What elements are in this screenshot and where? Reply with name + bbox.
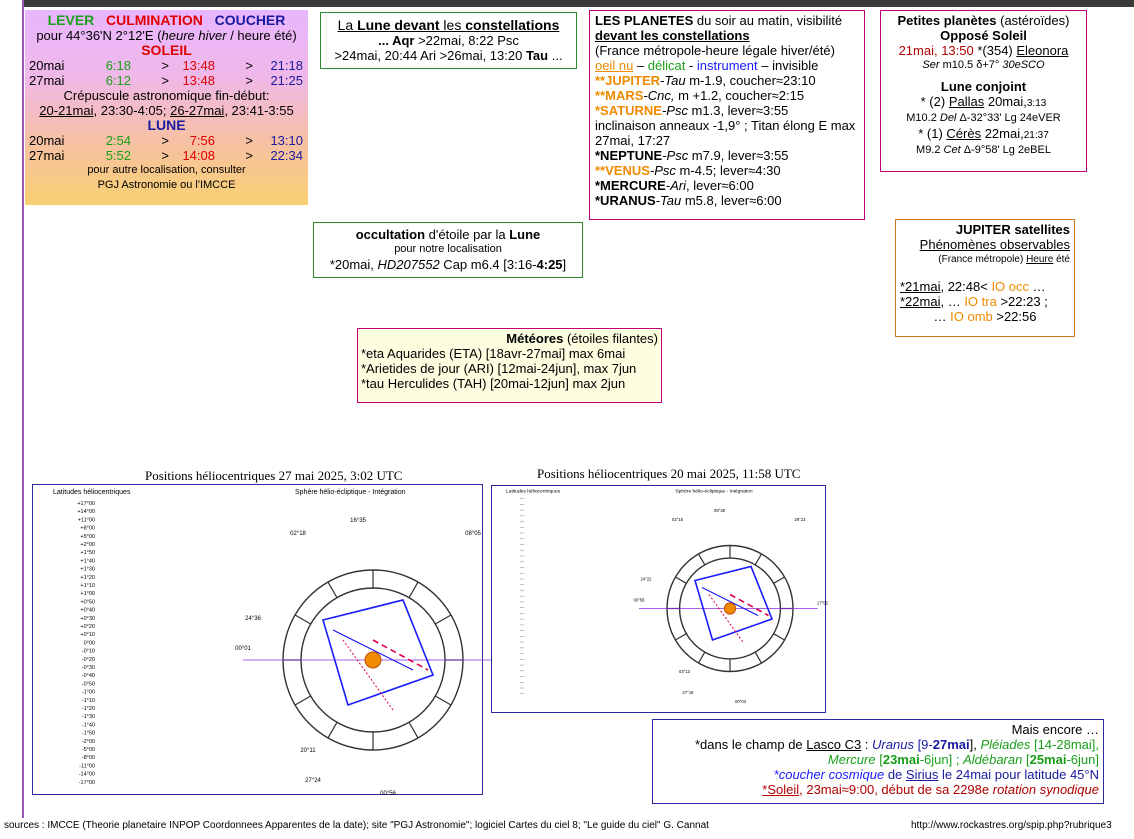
pallas-date: 20mai, <box>984 94 1027 109</box>
lat-tick: -14°00 <box>78 771 95 778</box>
jupsat-line1 <box>900 279 1070 294</box>
lat-tick: -8°00 <box>81 755 95 762</box>
chart1-svg <box>33 485 482 797</box>
jupsat-l2-c: IO tra <box>964 294 997 309</box>
lune-set: 22:34 <box>270 148 303 163</box>
ceres-info <box>884 143 1083 158</box>
sun-header-row <box>29 13 304 28</box>
mc-title-a: La <box>337 17 358 33</box>
encore-l1-i: [14-28mai], <box>1030 737 1099 752</box>
planet-neptune <box>595 148 859 163</box>
lune-rows <box>29 133 304 163</box>
moon-constellations-box <box>320 12 577 69</box>
planet-angle-label: 29°23 <box>794 517 806 522</box>
twilight-date-1: 20-21mai <box>39 103 94 118</box>
occ-title-a: occultation <box>355 227 426 242</box>
zodiac-divider <box>409 722 418 738</box>
pallas-name: Pallas <box>948 94 985 109</box>
eleonora-name: Eleonora <box>1016 43 1069 58</box>
twilight-times-1: , 23:30-4:05; <box>93 103 171 118</box>
zodiac-divider <box>435 615 451 624</box>
pallas-coords: Δ-32°33' Lg 24eVER <box>956 112 1061 124</box>
eleonora-info <box>884 58 1083 73</box>
planet-angle-label: 00°01 <box>235 646 251 652</box>
left-axis-label: Latitudes héliocentriques <box>53 489 131 496</box>
jupsat-l3-c: >22:56 <box>992 309 1037 324</box>
encore-title: Mais encore … <box>1011 722 1099 737</box>
pallas-line <box>884 94 1083 111</box>
saturne-info: m1.3, lever≈3:55 <box>687 103 789 118</box>
twilight-times-2: , 23:41-3:55 <box>224 103 294 118</box>
asteroids-title-a: Petites planètes <box>897 13 997 28</box>
encore-line1 <box>657 737 1099 752</box>
jupsat-l2-a: *22mai <box>900 294 941 309</box>
planet-angle-label: 03°13 <box>679 668 690 674</box>
zodiac-divider <box>328 722 337 738</box>
pallas-time: 3:13 <box>1026 98 1047 109</box>
soleil-date: 27mai <box>29 73 65 88</box>
ceres-time: 21:37 <box>1023 130 1049 141</box>
soleil-set: 21:25 <box>270 73 303 88</box>
pallas-const: Del <box>939 112 957 124</box>
neptune-name: *NEPTUNE <box>595 148 663 163</box>
pallas-info <box>884 111 1083 126</box>
soleil-gt2: > <box>245 73 253 88</box>
soleil-gt2: > <box>245 58 253 73</box>
zodiac-divider <box>774 577 785 583</box>
encore-rotation: rotation synodique <box>992 782 1099 797</box>
twilight-title: Crépuscule astronomique fin-début: <box>63 88 270 103</box>
lat-tick: +5°00 <box>80 533 95 540</box>
ceres-mag: M9.2 <box>916 144 944 156</box>
jupsat-l2-b: , … <box>940 294 965 309</box>
lat-tick: +0°20 <box>80 624 95 630</box>
chart2-title: Positions héliocentriques 20 mai 2025, 11:58 UTC <box>537 466 801 481</box>
lat-tick: -1°50 <box>81 730 95 737</box>
planet-mars <box>595 88 859 103</box>
jupsat-sub: Phénomènes observables <box>919 237 1070 252</box>
lat-tick: +2°00 <box>80 542 95 548</box>
saturne-name: *SATURNE <box>595 103 662 118</box>
encore-line3 <box>657 767 1099 782</box>
mc-l1-b: >22mai, 8:22 Psc <box>414 33 519 48</box>
planet-saturne <box>595 103 859 118</box>
jupsat-l1-a: *21mai <box>900 279 941 294</box>
planet-angle-label: 00°56 <box>633 597 645 603</box>
planet-mercure <box>595 178 859 193</box>
asteroids-title <box>884 13 1083 28</box>
ceres-date: 22mai, <box>981 126 1024 141</box>
lune-row <box>29 133 304 148</box>
lat-tick: -0°20 <box>81 656 95 663</box>
neptune-const: -Psc <box>662 148 689 163</box>
lune-gt2: > <box>245 133 253 148</box>
mc-l2-b: Tau <box>525 48 549 63</box>
ceres-line <box>884 126 1083 143</box>
footer-url[interactable]: http://www.rockastres.org/spip.php?rubrique3 <box>911 820 1112 831</box>
zodiac-divider <box>295 696 311 705</box>
zodiac-divider <box>328 582 337 598</box>
venus-const: -Psc <box>649 163 676 178</box>
meteors-title-b: (étoiles filantes) <box>563 331 658 346</box>
lat-tick: -1°20 <box>81 706 95 712</box>
legend-sep-3: – invisible <box>757 58 819 73</box>
lune-gt2: > <box>245 148 253 163</box>
moon-const-line2 <box>325 48 572 63</box>
planets-title-c: devant les constellations <box>595 28 750 43</box>
encore-l2-f: [ <box>1022 752 1030 767</box>
mc-l2-a: >24mai, 20:44 Ari >26mai, 13:20 <box>334 48 526 63</box>
planet-jupiter <box>595 73 859 88</box>
encore-l1-e: [9- <box>913 737 933 752</box>
left-border-line <box>22 0 24 818</box>
encore-l1-c: : <box>861 737 873 752</box>
planet-angle-label: 24°22 <box>640 576 652 582</box>
lat-tick: +17°00 <box>77 501 95 507</box>
encore-l1-f: 27mai <box>932 737 970 752</box>
lat-tick: -1°30 <box>81 714 95 721</box>
jupiter-satellites-box <box>895 219 1075 337</box>
occ-l2-b: HD207552 <box>377 257 440 272</box>
saturne-const: -Psc <box>661 103 688 118</box>
soleil-culm: 13:48 <box>182 58 215 73</box>
eleonora-mag: m10.5 δ+7° <box>939 59 1003 71</box>
encore-line4 <box>657 782 1099 797</box>
uranus-const: -Tau <box>655 193 682 208</box>
soleil-row <box>29 73 304 88</box>
lat-tick: -5°00 <box>81 747 95 753</box>
sun-moon-box <box>25 10 308 205</box>
jupiter-name: **JUPITER <box>595 73 661 88</box>
lat-tick: +1°40 <box>80 558 95 565</box>
planet-angle-label: 17°55 <box>816 600 828 606</box>
planet-angle-label: 02°18 <box>290 531 306 537</box>
occultation-line1: pour notre localisation <box>394 243 502 255</box>
lune-conjoint: Lune conjoint <box>940 79 1027 94</box>
coucher-heading: COUCHER <box>214 12 286 28</box>
legend-instrument: instrument <box>696 58 758 73</box>
jupsat-note <box>900 252 1070 267</box>
lat-tick: +0°50 <box>80 599 95 606</box>
encore-l2-c: 23mai <box>882 752 920 767</box>
lat-tick: +8°00 <box>80 525 95 532</box>
occ-l2-c: Cap m6.4 [3:16- <box>439 257 537 272</box>
moon-const-title <box>325 18 572 33</box>
lune-rise: 2:54 <box>105 133 131 148</box>
pallas-mag: M10.2 <box>906 112 940 124</box>
mars-name: **MARS <box>595 88 644 103</box>
occ-l2-e: ] <box>562 257 567 272</box>
soleil-date: 20mai <box>29 58 65 73</box>
planets-title-b: du soir au matin, visibilité <box>693 13 843 28</box>
mercure-name: *MERCURE <box>595 178 666 193</box>
mercure-info: , lever≈6:00 <box>686 178 754 193</box>
ceres-coords: Δ-9°58' Lg 2eBEL <box>960 144 1051 156</box>
culmination-heading: CULMINATION <box>105 12 203 28</box>
encore-l2-h: -6jun] <box>1066 752 1099 767</box>
soleil-rows <box>29 58 304 88</box>
jupsat-line2 <box>900 294 1070 309</box>
soleil-rise: 6:12 <box>105 73 131 88</box>
encore-l1-a: *dans le champ de <box>694 737 807 752</box>
lune-culm: 14:08 <box>182 148 215 163</box>
planets-title <box>595 13 859 28</box>
twilight-line <box>29 103 304 118</box>
lat-tick: -11°00 <box>79 763 95 770</box>
lat-tick: +14°00 <box>77 509 95 516</box>
soleil-culm: 13:48 <box>182 73 215 88</box>
soleil-set: 21:18 <box>270 58 303 73</box>
lune-title: LUNE <box>147 117 186 133</box>
jupsat-l1-d: … <box>1029 279 1046 294</box>
occ-l2-a: *20mai, <box>329 257 378 272</box>
chart1-frame <box>32 484 483 795</box>
lune-row <box>29 148 304 163</box>
mc-title-d: constellations <box>465 17 560 33</box>
encore-lasco: Lasco C3 <box>806 737 862 752</box>
right-sphere-label: Sphère hélio-écliptique - Intégration <box>295 489 406 496</box>
planet-angle-label: 27°24 <box>305 778 321 784</box>
encore-l3-b: de <box>884 767 906 782</box>
encore-l2-b: [ <box>875 752 883 767</box>
planet-angle-label: 24°36 <box>245 616 261 622</box>
legend-delicat: délicat <box>647 58 686 73</box>
encore-sirius: Sirius <box>905 767 939 782</box>
lat-tick: +1°00 <box>80 591 95 598</box>
lat-tick: -17°00 <box>78 779 95 786</box>
eleonora-const: Ser <box>922 59 940 71</box>
planet-angle-label: 00°03 <box>735 699 746 704</box>
mars-info: m +1.2, coucher≈2:15 <box>674 88 805 103</box>
lat-tick: -0°40 <box>81 673 95 680</box>
planet-angle-label: 08°36 <box>714 507 725 513</box>
mc-title-b: Lune devant <box>357 17 440 33</box>
sun-icon <box>365 652 381 668</box>
note-2: PGJ Astronomie ou l'IMCCE <box>97 179 236 191</box>
lune-gt1: > <box>161 133 169 148</box>
zodiac-divider <box>699 554 705 565</box>
jupsat-note-a: (France métropole) <box>938 254 1027 265</box>
lat-tick: +1°10 <box>80 583 95 589</box>
dashed-aspect <box>373 640 428 670</box>
venus-name: **VENUS <box>595 163 650 178</box>
zodiac-divider <box>699 652 705 663</box>
zodiac-divider <box>675 577 686 583</box>
occultation-line2 <box>317 257 579 272</box>
footer-sources: sources : IMCCE (Theorie planetaire INPOP Coordonnees Apparentes de la date); site "PGJ Astronomie"; logiciel Cartes du ciel 8; "Le guide du ciel" G. Cannat <box>4 820 709 831</box>
encore-box <box>652 719 1104 804</box>
ceres-name: Cérès <box>946 126 982 141</box>
jupsat-note-c: été <box>1053 254 1070 265</box>
jupsat-note-b: Heure <box>1026 254 1054 265</box>
meteor-eta: *eta Aquarides (ETA) [18avr-27mai] max 6mai <box>361 346 626 361</box>
soleil-row <box>29 58 304 73</box>
planet-angle-label: 00°56 <box>380 791 396 797</box>
sun-icon <box>724 603 735 614</box>
lever-heading: LEVER <box>47 12 95 28</box>
mc-l2-c: ... <box>548 48 563 63</box>
lat-tick: +0°30 <box>80 615 95 622</box>
soleil-rise: 6:18 <box>105 58 131 73</box>
encore-uranus: Uranus <box>872 737 914 752</box>
meteors-title-a: Météores <box>506 331 564 346</box>
jupsat-l1-c: IO occ <box>991 279 1030 294</box>
location-prefix: pour 44°36'N 2°12'E ( <box>36 28 162 43</box>
occultation-box <box>313 222 583 278</box>
lat-tick: +1°30 <box>80 566 95 573</box>
location-line <box>29 28 304 43</box>
lat-tick: +1°20 <box>80 574 95 581</box>
occ-title-c: Lune <box>509 227 541 242</box>
occ-title-b: d'étoile par la <box>425 227 510 242</box>
legend-oeil-nu: oeil nu <box>595 58 634 73</box>
eleonora-date: 21mai, 13:50 <box>898 43 974 58</box>
lune-date: 27mai <box>29 148 65 163</box>
chart2-svg <box>492 486 828 712</box>
planet-angle-label: 16°35 <box>350 518 366 524</box>
dotted-aspect <box>709 595 744 644</box>
planet-venus <box>595 163 859 178</box>
lat-tick: +0°10 <box>80 632 95 639</box>
mc-l1-a: ... Aqr <box>378 33 415 48</box>
soleil-title: SOLEIL <box>141 42 192 58</box>
planet-angle-label: 27°16 <box>682 689 694 695</box>
meteor-tah: *tau Herculides (TAH) [20mai-12jun] max 2jun <box>361 376 626 391</box>
lat-tick: 0°00 <box>83 640 95 647</box>
jupsat-line3 <box>900 309 1070 324</box>
lat-tick: -0°30 <box>81 665 95 671</box>
ceres-num: * (1) <box>918 126 947 141</box>
encore-aldebaran: Aldébaran <box>963 752 1023 767</box>
lat-tick: -0°50 <box>81 681 95 688</box>
moon-const-line1 <box>325 33 572 48</box>
eleonora-num: *(354) <box>973 43 1017 58</box>
jupsat-l3-a: … <box>933 309 951 324</box>
encore-l2-d: -6jun] ; <box>919 752 964 767</box>
zodiac-divider <box>774 634 785 640</box>
saturne-extra: inclinaison anneaux -1,9° ; Titan élong E max 27mai, 17:27 <box>595 118 856 148</box>
location-sep: / heure été) <box>226 28 297 43</box>
right-sphere-label: Sphère hélio-écliptique - Intégration <box>675 489 753 495</box>
asteroids-box <box>880 10 1087 172</box>
lune-set: 13:10 <box>270 133 303 148</box>
chart2-frame <box>491 485 826 713</box>
lune-date: 20mai <box>29 133 65 148</box>
twilight-date-2: 26-27mai <box>170 103 225 118</box>
encore-line2 <box>657 752 1099 767</box>
legend-sep-2: - <box>685 58 697 73</box>
mc-title-c: les <box>439 17 466 33</box>
top-bar <box>22 0 1134 7</box>
dotted-aspect <box>343 640 393 710</box>
lat-tick: -0°10 <box>81 648 95 655</box>
encore-soleil: *Soleil <box>762 782 800 797</box>
meteors-box <box>357 328 662 403</box>
encore-mercure: Mercure <box>827 752 876 767</box>
ceres-const: Cet <box>943 144 961 156</box>
oppose-soleil: Opposé Soleil <box>940 28 1027 43</box>
jupsat-l3-b: IO omb <box>950 309 993 324</box>
uranus-name: *URANUS <box>595 193 656 208</box>
lat-tick: +1°50 <box>80 550 95 557</box>
zodiac-divider <box>409 582 418 598</box>
uranus-info: m5.8, lever≈6:00 <box>681 193 782 208</box>
pallas-num: * (2) <box>920 94 949 109</box>
zodiac-divider <box>755 554 761 565</box>
planets-legend <box>595 58 859 73</box>
occ-l2-d: 4:25 <box>536 257 563 272</box>
planet-angle-label: 20°11 <box>300 748 316 754</box>
planets-subtitle: (France métropole-heure légale hiver/été) <box>595 43 835 58</box>
jupsat-l2-d: >22:23 ; <box>996 294 1048 309</box>
planets-title-a: LES PLANETES <box>595 13 694 28</box>
encore-coucher: *coucher cosmique <box>773 767 885 782</box>
legend-sep-1: – <box>633 58 648 73</box>
neptune-info: m7.9, lever≈3:55 <box>688 148 789 163</box>
lat-tick: -1°00 <box>81 689 95 696</box>
jupiter-info: m-1.9, coucher≈23:10 <box>685 73 816 88</box>
lat-tick: +0°40 <box>80 607 95 614</box>
chart1-title: Positions héliocentriques 27 mai 2025, 3:02 UTC <box>145 468 403 483</box>
lat-tick: -1°10 <box>81 697 95 704</box>
lune-rise: 5:52 <box>105 148 131 163</box>
encore-l2-g: 25mai <box>1029 752 1067 767</box>
jupsat-title: JUPITER satellites <box>955 222 1070 237</box>
encore-pleiades: Pléiades <box>980 737 1031 752</box>
lune-culm: 7:56 <box>189 133 215 148</box>
soleil-gt1: > <box>161 73 169 88</box>
lat-tick: -2°00 <box>81 738 95 745</box>
note-1: pour autre localisation, consulter <box>87 164 246 176</box>
mercure-const: -Ari <box>665 178 687 193</box>
eleonora-line <box>884 43 1083 58</box>
venus-info: m-4.5; lever≈4:30 <box>675 163 781 178</box>
jupsat-l1-b: , 22:48< <box>940 279 992 294</box>
jupiter-const: -Tau <box>660 73 686 88</box>
eleonora-ref: 30eSCO <box>1002 59 1045 71</box>
encore-l4-b: , 23mai≈9:00, début de sa 2298e <box>799 782 993 797</box>
zodiac-divider <box>295 615 311 624</box>
asteroids-title-b: (astéroïdes) <box>996 13 1070 28</box>
meteors-title <box>361 331 658 346</box>
planets-box <box>589 10 865 220</box>
zodiac-divider <box>755 652 761 663</box>
mars-const: -Cnc, <box>643 88 675 103</box>
location-italic: heure hiver <box>161 28 227 43</box>
planet-uranus <box>595 193 859 208</box>
left-axis-label: Latitudes héliocentriques <box>506 489 561 495</box>
lat-tick: -1°40 <box>81 722 95 729</box>
zodiac-divider <box>675 634 686 640</box>
meteor-ari: *Arietides de jour (ARI) [12mai-24jun], max 7jun <box>361 361 637 376</box>
planet-angle-label: 08°05 <box>465 531 481 537</box>
zodiac-divider <box>435 696 451 705</box>
encore-l1-g: ], <box>969 737 981 752</box>
occultation-title <box>317 227 579 242</box>
soleil-gt1: > <box>161 58 169 73</box>
lat-tick: +11°00 <box>77 517 95 524</box>
lune-gt1: > <box>161 148 169 163</box>
planet-angle-label: 02°18 <box>672 517 683 522</box>
encore-l3-d: le 24mai pour latitude 45°N <box>938 767 1099 782</box>
